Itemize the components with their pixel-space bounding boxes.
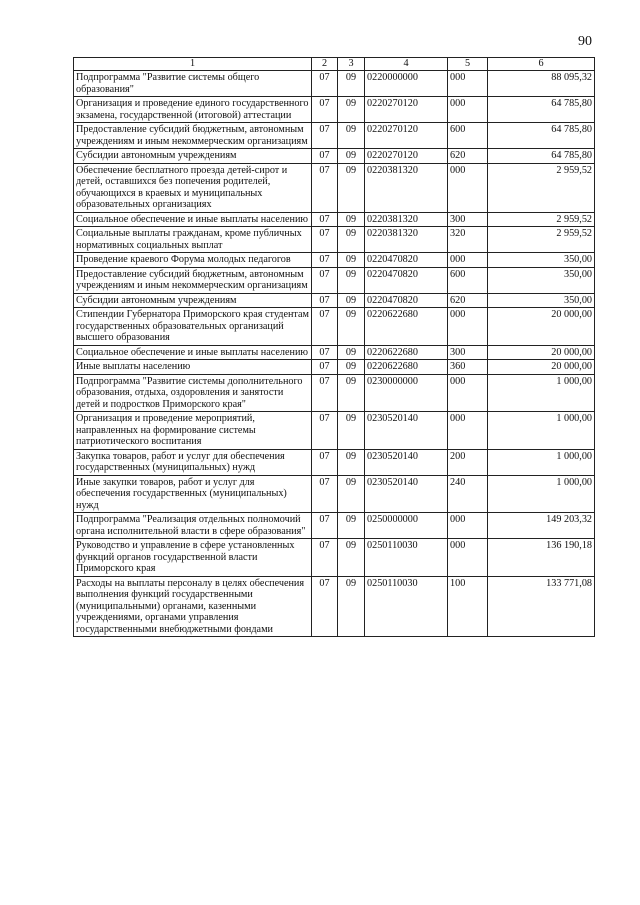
row-amount: 88 095,32 bbox=[488, 71, 595, 97]
row-expense-type: 000 bbox=[448, 513, 488, 539]
row-expense-type: 200 bbox=[448, 449, 488, 475]
row-expense-type: 000 bbox=[448, 539, 488, 577]
row-name: Социальные выплаты гражданам, кроме публичных нормативных социальных выплат bbox=[74, 227, 312, 253]
row-name: Организация и проведение мероприятий, направленных на формирование системы патриотического воспитания bbox=[74, 412, 312, 450]
row-name: Субсидии автономным учреждениям bbox=[74, 149, 312, 164]
table-row bbox=[74, 412, 595, 450]
row-amount: 64 785,80 bbox=[488, 123, 595, 149]
column-header-4: 4 bbox=[365, 58, 448, 71]
row-amount: 2 959,52 bbox=[488, 212, 595, 227]
row-subsection: 09 bbox=[338, 412, 365, 450]
row-section: 07 bbox=[312, 227, 338, 253]
row-section: 07 bbox=[312, 163, 338, 212]
row-expense-type: 300 bbox=[448, 345, 488, 360]
row-name: Подпрограмма "Развитие системы дополнительного образования, отдыха, оздоровления и занятости детей и подростков Приморского края" bbox=[74, 374, 312, 412]
table-row bbox=[74, 267, 595, 293]
header-row bbox=[74, 58, 595, 71]
row-subsection: 09 bbox=[338, 123, 365, 149]
row-expense-type: 000 bbox=[448, 97, 488, 123]
row-amount: 1 000,00 bbox=[488, 449, 595, 475]
row-name: Стипендии Губернатора Приморского края студентам государственных образовательных организаций высшего образования bbox=[74, 308, 312, 346]
row-expense-type: 600 bbox=[448, 123, 488, 149]
row-subsection: 09 bbox=[338, 212, 365, 227]
row-amount: 133 771,08 bbox=[488, 576, 595, 637]
row-expense-type: 240 bbox=[448, 475, 488, 513]
row-subsection: 09 bbox=[338, 576, 365, 637]
row-target-article: 0220622680 bbox=[365, 360, 448, 375]
row-subsection: 09 bbox=[338, 513, 365, 539]
row-expense-type: 320 bbox=[448, 227, 488, 253]
row-subsection: 09 bbox=[338, 149, 365, 164]
row-subsection: 09 bbox=[338, 374, 365, 412]
row-name: Иные закупки товаров, работ и услуг для обеспечения государственных (муниципальных) нужд bbox=[74, 475, 312, 513]
row-section: 07 bbox=[312, 374, 338, 412]
row-expense-type: 000 bbox=[448, 412, 488, 450]
row-section: 07 bbox=[312, 539, 338, 577]
row-expense-type: 620 bbox=[448, 293, 488, 308]
column-header-2: 2 bbox=[312, 58, 338, 71]
row-name: Предоставление субсидий бюджетным, автономным учреждениям и иным некоммерческим организациям bbox=[74, 123, 312, 149]
row-target-article: 0220622680 bbox=[365, 308, 448, 346]
row-target-article: 0230520140 bbox=[365, 475, 448, 513]
row-section: 07 bbox=[312, 513, 338, 539]
row-expense-type: 000 bbox=[448, 71, 488, 97]
row-amount: 350,00 bbox=[488, 253, 595, 268]
row-target-article: 0220381320 bbox=[365, 227, 448, 253]
row-subsection: 09 bbox=[338, 539, 365, 577]
table-row bbox=[74, 212, 595, 227]
table-row bbox=[74, 97, 595, 123]
row-section: 07 bbox=[312, 412, 338, 450]
row-subsection: 09 bbox=[338, 449, 365, 475]
table-row bbox=[74, 149, 595, 164]
row-target-article: 0220270120 bbox=[365, 97, 448, 123]
row-section: 07 bbox=[312, 149, 338, 164]
row-amount: 149 203,32 bbox=[488, 513, 595, 539]
row-subsection: 09 bbox=[338, 253, 365, 268]
row-name: Предоставление субсидий бюджетным, автономным учреждениям и иным некоммерческим организациям bbox=[74, 267, 312, 293]
row-section: 07 bbox=[312, 293, 338, 308]
row-amount: 20 000,00 bbox=[488, 308, 595, 346]
row-expense-type: 000 bbox=[448, 308, 488, 346]
row-amount: 64 785,80 bbox=[488, 149, 595, 164]
row-expense-type: 000 bbox=[448, 374, 488, 412]
row-subsection: 09 bbox=[338, 227, 365, 253]
table-row bbox=[74, 345, 595, 360]
row-expense-type: 000 bbox=[448, 253, 488, 268]
row-name: Социальное обеспечение и иные выплаты населению bbox=[74, 212, 312, 227]
row-expense-type: 300 bbox=[448, 212, 488, 227]
row-target-article: 0220270120 bbox=[365, 149, 448, 164]
budget-table bbox=[73, 57, 595, 637]
row-subsection: 09 bbox=[338, 71, 365, 97]
table-row bbox=[74, 374, 595, 412]
column-header-3: 3 bbox=[338, 58, 365, 71]
row-expense-type: 100 bbox=[448, 576, 488, 637]
row-target-article: 0220381320 bbox=[365, 163, 448, 212]
row-name: Подпрограмма "Реализация отдельных полномочий органа исполнительной власти в сфере образования" bbox=[74, 513, 312, 539]
row-name: Подпрограмма "Развитие системы общего образования" bbox=[74, 71, 312, 97]
row-name: Проведение краевого Форума молодых педагогов bbox=[74, 253, 312, 268]
row-section: 07 bbox=[312, 576, 338, 637]
row-name: Руководство и управление в сфере установленных функций органов государственной власти Приморского края bbox=[74, 539, 312, 577]
row-amount: 1 000,00 bbox=[488, 475, 595, 513]
table-row bbox=[74, 227, 595, 253]
row-target-article: 0220470820 bbox=[365, 267, 448, 293]
row-section: 07 bbox=[312, 449, 338, 475]
row-target-article: 0230520140 bbox=[365, 412, 448, 450]
row-subsection: 09 bbox=[338, 308, 365, 346]
table-row bbox=[74, 308, 595, 346]
row-amount: 64 785,80 bbox=[488, 97, 595, 123]
row-target-article: 0220470820 bbox=[365, 253, 448, 268]
row-section: 07 bbox=[312, 345, 338, 360]
row-target-article: 0220470820 bbox=[365, 293, 448, 308]
row-amount: 1 000,00 bbox=[488, 412, 595, 450]
row-section: 07 bbox=[312, 123, 338, 149]
table-row bbox=[74, 576, 595, 637]
row-subsection: 09 bbox=[338, 267, 365, 293]
table-row bbox=[74, 163, 595, 212]
row-name: Закупка товаров, работ и услуг для обеспечения государственных (муниципальных) нужд bbox=[74, 449, 312, 475]
row-subsection: 09 bbox=[338, 360, 365, 375]
table-row bbox=[74, 253, 595, 268]
row-target-article: 0230000000 bbox=[365, 374, 448, 412]
row-subsection: 09 bbox=[338, 163, 365, 212]
table-row bbox=[74, 360, 595, 375]
row-section: 07 bbox=[312, 267, 338, 293]
row-name: Субсидии автономным учреждениям bbox=[74, 293, 312, 308]
row-name: Обеспечение бесплатного проезда детей-сирот и детей, оставшихся без попечения родителей, обучающихся в краевых и муниципальных образовательных организациях bbox=[74, 163, 312, 212]
row-target-article: 0220270120 bbox=[365, 123, 448, 149]
table-row bbox=[74, 293, 595, 308]
row-target-article: 0220381320 bbox=[365, 212, 448, 227]
table-row bbox=[74, 539, 595, 577]
row-amount: 1 000,00 bbox=[488, 374, 595, 412]
column-header-1: 1 bbox=[74, 58, 312, 71]
table-row bbox=[74, 513, 595, 539]
row-amount: 350,00 bbox=[488, 293, 595, 308]
row-subsection: 09 bbox=[338, 345, 365, 360]
row-name: Расходы на выплаты персоналу в целях обеспечения выполнения функций государственными (муниципальными) органами, казенными учреждениями, органами управления государственными внебюджетными фондами bbox=[74, 576, 312, 637]
row-name: Социальное обеспечение и иные выплаты населению bbox=[74, 345, 312, 360]
table-row bbox=[74, 475, 595, 513]
column-header-5: 5 bbox=[448, 58, 488, 71]
row-target-article: 0250000000 bbox=[365, 513, 448, 539]
row-amount: 350,00 bbox=[488, 267, 595, 293]
row-target-article: 0250110030 bbox=[365, 576, 448, 637]
row-target-article: 0220622680 bbox=[365, 345, 448, 360]
row-section: 07 bbox=[312, 253, 338, 268]
row-name: Иные выплаты населению bbox=[74, 360, 312, 375]
row-amount: 136 190,18 bbox=[488, 539, 595, 577]
page-number: 90 bbox=[578, 34, 592, 49]
row-expense-type: 360 bbox=[448, 360, 488, 375]
row-name: Организация и проведение единого государственного экзамена, государственной (итоговой) аттестации bbox=[74, 97, 312, 123]
row-section: 07 bbox=[312, 360, 338, 375]
table-row bbox=[74, 449, 595, 475]
row-amount: 20 000,00 bbox=[488, 360, 595, 375]
row-expense-type: 600 bbox=[448, 267, 488, 293]
row-section: 07 bbox=[312, 212, 338, 227]
row-amount: 2 959,52 bbox=[488, 227, 595, 253]
row-target-article: 0220000000 bbox=[365, 71, 448, 97]
row-subsection: 09 bbox=[338, 293, 365, 308]
column-header-6: 6 bbox=[488, 58, 595, 71]
row-target-article: 0250110030 bbox=[365, 539, 448, 577]
row-subsection: 09 bbox=[338, 475, 365, 513]
row-expense-type: 620 bbox=[448, 149, 488, 164]
row-section: 07 bbox=[312, 475, 338, 513]
table-row bbox=[74, 123, 595, 149]
table-row bbox=[74, 71, 595, 97]
row-expense-type: 000 bbox=[448, 163, 488, 212]
row-target-article: 0230520140 bbox=[365, 449, 448, 475]
row-section: 07 bbox=[312, 308, 338, 346]
row-amount: 20 000,00 bbox=[488, 345, 595, 360]
row-section: 07 bbox=[312, 97, 338, 123]
row-subsection: 09 bbox=[338, 97, 365, 123]
row-amount: 2 959,52 bbox=[488, 163, 595, 212]
row-section: 07 bbox=[312, 71, 338, 97]
